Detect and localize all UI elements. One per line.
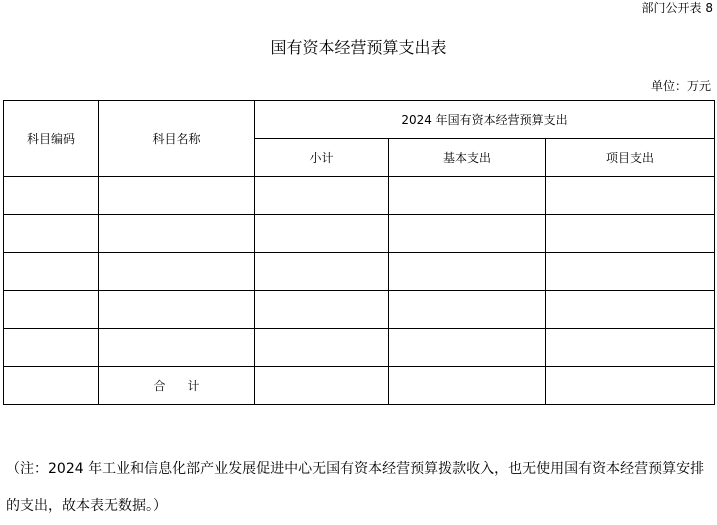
table-cell (4, 329, 99, 367)
table-cell (255, 253, 389, 291)
total-row (4, 367, 715, 405)
table-cell (99, 215, 255, 253)
header-expenditure-group: 2024 年国有资本经营预算支出 (255, 101, 715, 139)
table-row (4, 177, 715, 215)
table-cell (546, 367, 715, 405)
table-cell (389, 291, 546, 329)
table-cell (99, 291, 255, 329)
header-basic-expenditure: 基本支出 (389, 139, 546, 177)
table-cell (255, 291, 389, 329)
total-label (99, 367, 255, 405)
table-cell (389, 329, 546, 367)
footnote: （注：2024 年工业和信息化部产业发展促进中心无国有资本经营预算拨款收入，也无使用国有资本经营预算安排的支出，故本表无数据。） (6, 461, 705, 514)
table-cell (255, 215, 389, 253)
table-cell (4, 215, 99, 253)
table-cell (99, 177, 255, 215)
table-cell (546, 253, 715, 291)
table-cell (4, 177, 99, 215)
table-cell (546, 215, 715, 253)
table-row (4, 253, 715, 291)
table-cell (389, 253, 546, 291)
table-cell (255, 367, 389, 405)
table-cell (4, 367, 99, 405)
table-cell (4, 291, 99, 329)
table-cell (546, 329, 715, 367)
form-number-label: 部门公开表 8 (641, 1, 713, 15)
header-project-expenditure: 项目支出 (546, 139, 715, 177)
table-cell (99, 329, 255, 367)
header-row-1 (4, 101, 715, 139)
table-row (4, 291, 715, 329)
table-cell (546, 177, 715, 215)
table-cell (389, 177, 546, 215)
header-subtotal: 小计 (255, 139, 389, 177)
table-cell (4, 253, 99, 291)
table-cell (546, 291, 715, 329)
table-row (4, 215, 715, 253)
unit-label: 单位：万元 (650, 79, 711, 93)
total-label-part-2: 计 (187, 379, 200, 393)
budget-table (3, 100, 715, 405)
page-title: 国有资本经营预算支出表 (270, 38, 447, 57)
header-subject-name: 科目名称 (99, 101, 255, 177)
table-cell (99, 253, 255, 291)
total-label-part-1: 合 (153, 379, 166, 393)
table-cell (255, 329, 389, 367)
header-subject-code: 科目编码 (4, 101, 99, 177)
table-row (4, 329, 715, 367)
table-cell (255, 177, 389, 215)
table-cell (389, 215, 546, 253)
table-cell (389, 367, 546, 405)
